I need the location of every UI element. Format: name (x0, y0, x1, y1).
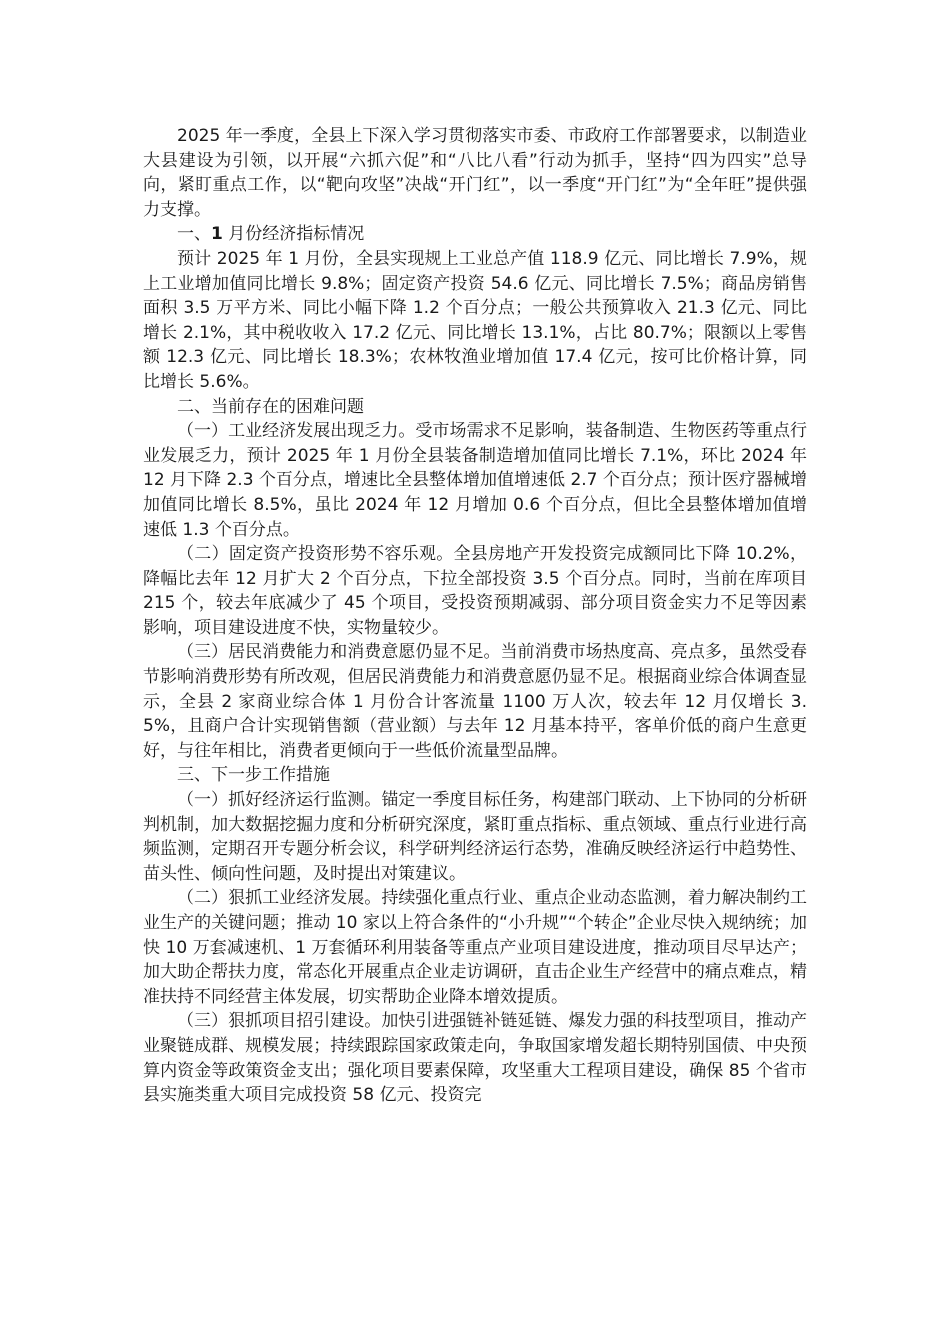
section-3-item-1: （一）抓好经济运行监测。锚定一季度目标任务，构建部门联动、上下协同的分析研判机制，加大数据挖掘力度和分析研究深度，紧盯重点指标、重点领域、重点行业进行高频监测，定期召开专题分析会议，科学研判经济运行态势，准确反映经济运行中趋势性、苗头性、倾向性问题，及时提出对策建议。 (143, 790, 807, 884)
document-page (143, 124, 807, 1108)
section-2-item-3: （三）居民消费能力和消费意愿仍显不足。当前消费市场热度高、亮点多，虽然受春节影响消费形势有所改观，但居民消费能力和消费意愿仍显不足。根据商业综合体调查显示，全县 2 家商业综合体 1 月份合计客流量 1100 万人次，较去年 12 月仅增长 3.5%，且商户合计实现销售额（营业额）与去年 12 月基本持平，客单价低的商户生意更好，与往年相比，消费者更倾向于一些低价流量型品牌。 (143, 642, 807, 761)
section-3-item-3: （三）狠抓项目招引建设。加快引进强链补链延链、爆发力强的科技型项目，推动产业聚链成群、规模发展；持续跟踪国家政策走向，争取国家增发超长期特别国债、中央预算内资金等政策资金支出；强化项目要素保障，攻坚重大工程项目建设，确保 85 个省市县实施类重大项目完成投资 58 亿元、投资完 (143, 1011, 807, 1106)
section-2-heading: 二、当前存在的困难问题 (177, 396, 364, 417)
section-1-heading-number: 1 (211, 224, 223, 245)
intro-paragraph: 2025 年一季度，全县上下深入学习贯彻落实市委、市政府工作部署要求，以制造业大县建设为引领，以开展“六抓六促”和“八比八看”行动为抓手，坚持“四为四实”总导向，紧盯重点工作，以“靶向攻坚”决战“开门红”，以一季度“开门红”为“全年旺”提供强力支撑。 (143, 126, 807, 220)
section-1-heading-prefix: 一、 (177, 224, 211, 245)
section-2-item-1: （一）工业经济发展出现乏力。受市场需求不足影响，装备制造、生物医药等重点行业发展乏力，预计 2025 年 1 月份全县装备制造增加值同比增长 7.1%，环比 2024 年 12 月下降 2.3 个百分点，增速比全县整体增加值增速低 2.7 个百分点；预计医疗器械增加值同比增长 8.5%，虽比 2024 年 12 月增加 0.6 个百分点，但比全县整体增加值增速低 1.3 个百分点。 (143, 421, 807, 540)
section-1-heading-text: 月份经济指标情况 (222, 224, 365, 245)
section-3-heading: 三、下一步工作措施 (177, 765, 330, 786)
section-2-item-2: （二）固定资产投资形势不容乐观。全县房地产开发投资完成额同比下降 10.2%，降幅比去年 12 月扩大 2 个百分点，下拉全部投资 3.5 个百分点。同时，当前在库项目 215 个，较去年底减少了 45 个项目，受投资预期减弱、部分项目资金实力不足等因素影响，项目建设进度不快，实物量较少。 (143, 544, 807, 638)
section-1-paragraph: 预计 2025 年 1 月份，全县实现规上工业总产值 118.9 亿元、同比增长 7.9%，规上工业增加值同比增长 9.8%；固定资产投资 54.6 亿元、同比增长 7.5%；商品房销售面积 3.5 万平方米、同比小幅下降 1.2 个百分点；一般公共预算收入 21.3 亿元、同比增长 2.1%，其中税收收入 17.2 亿元、同比增长 13.1%，占比 80.7%；限额以上零售额 12.3 亿元、同比增长 18.3%；农林牧渔业增加值 17.4 亿元，按可比价格计算，同比增长 5.6%。 (143, 248, 807, 392)
section-3-item-2: （二）狠抓工业经济发展。持续强化重点行业、重点企业动态监测，着力解决制约工业生产的关键问题；推动 10 家以上符合条件的“小升规”“个转企”企业尽快入规纳统；加快 10 万套减速机、1 万套循环利用装备等重点产业项目建设进度，推动项目尽早达产；加大助企帮扶力度，常态化开展重点企业走访调研，直击企业生产经营中的痛点难点，精准扶持不同经营主体发展，切实帮助企业降本增效提质。 (143, 888, 807, 1007)
section-1-heading (143, 222, 807, 247)
